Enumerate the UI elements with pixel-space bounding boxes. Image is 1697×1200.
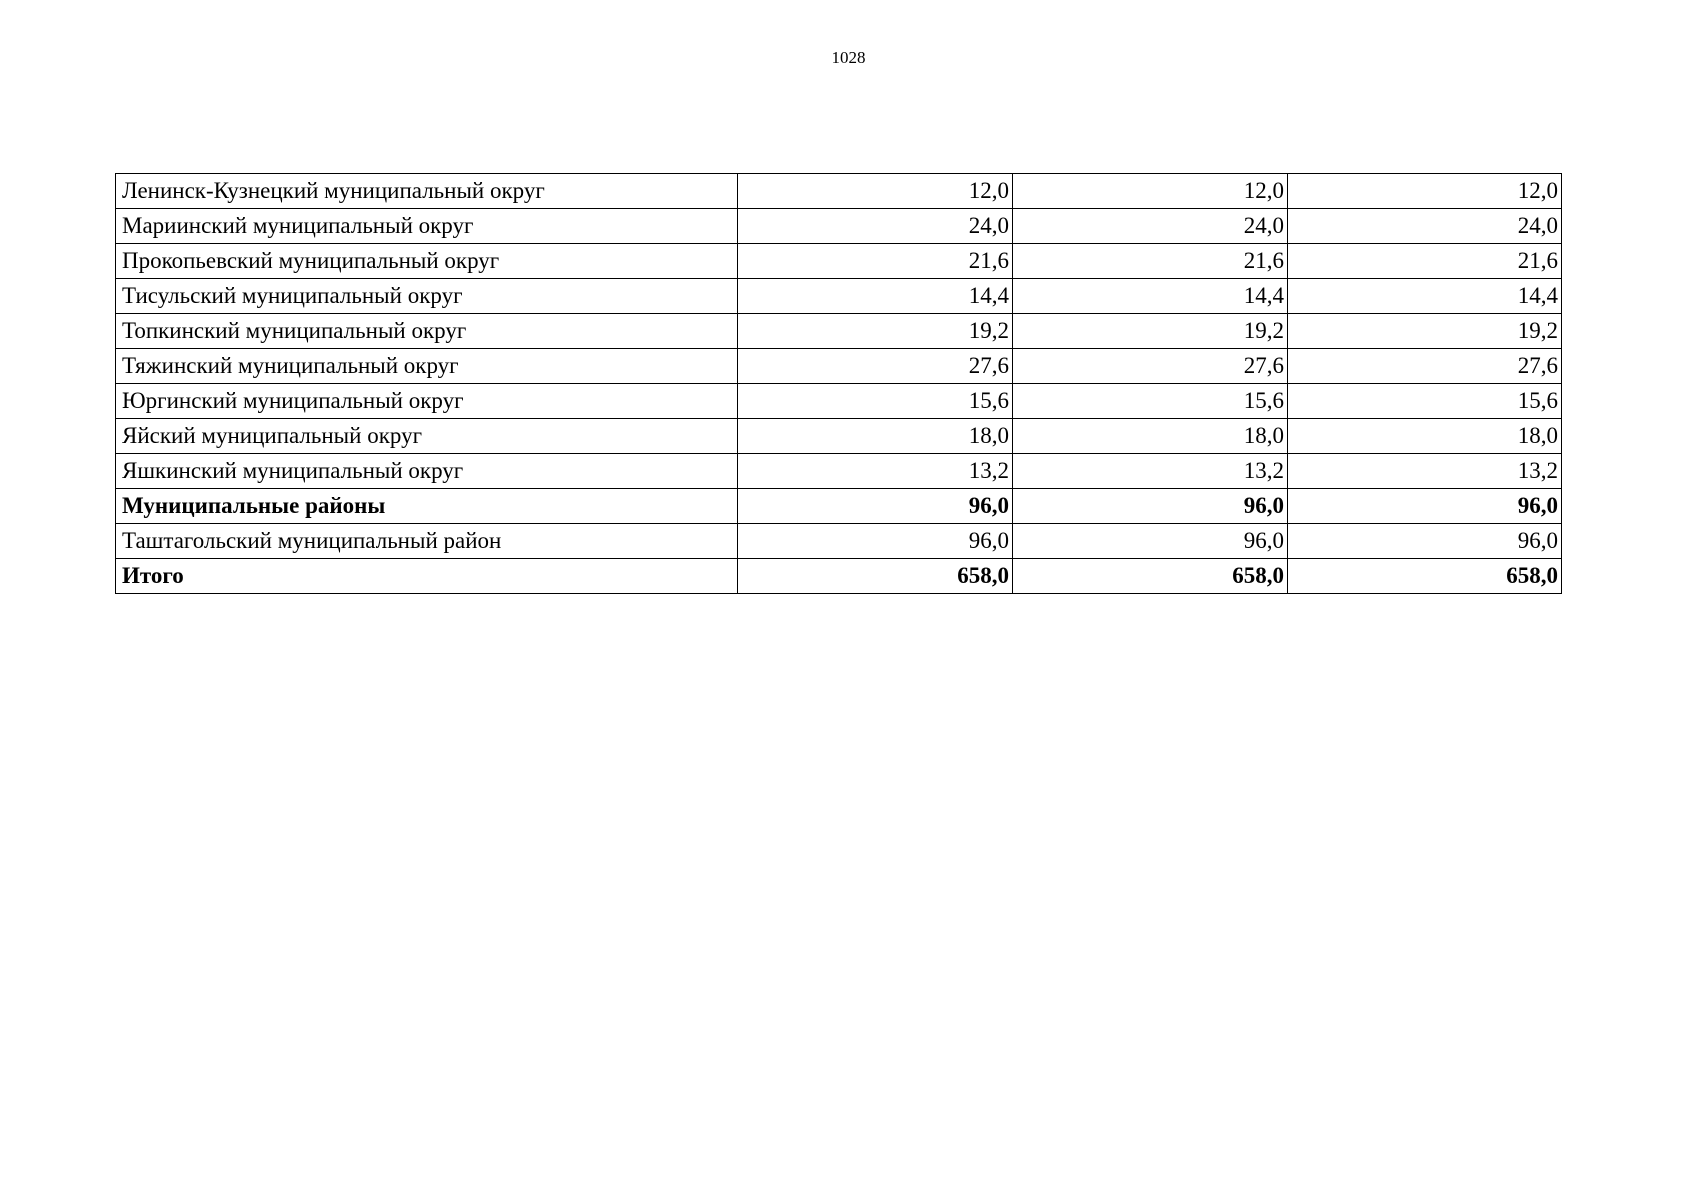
row-value-col2: 12,0 <box>1013 174 1288 209</box>
row-value-col1: 24,0 <box>738 209 1013 244</box>
row-value-col2: 18,0 <box>1013 419 1288 454</box>
row-value-col3: 13,2 <box>1288 454 1562 489</box>
total-row <box>116 559 1562 594</box>
row-value-col1: 21,6 <box>738 244 1013 279</box>
row-name: Таштагольский муниципальный район <box>116 524 738 559</box>
row-value-col1: 658,0 <box>738 559 1013 594</box>
row-value-col3: 15,6 <box>1288 384 1562 419</box>
allocation-table <box>115 173 1562 594</box>
table-row <box>116 244 1562 279</box>
row-value-col3: 658,0 <box>1288 559 1562 594</box>
row-value-col2: 96,0 <box>1013 524 1288 559</box>
row-value-col2: 96,0 <box>1013 489 1288 524</box>
row-value-col1: 13,2 <box>738 454 1013 489</box>
row-value-col1: 19,2 <box>738 314 1013 349</box>
row-value-col3: 27,6 <box>1288 349 1562 384</box>
row-value-col2: 15,6 <box>1013 384 1288 419</box>
row-value-col2: 24,0 <box>1013 209 1288 244</box>
row-value-col2: 27,6 <box>1013 349 1288 384</box>
row-value-col1: 15,6 <box>738 384 1013 419</box>
row-value-col3: 12,0 <box>1288 174 1562 209</box>
row-value-col1: 27,6 <box>738 349 1013 384</box>
table-row <box>116 174 1562 209</box>
table-row <box>116 349 1562 384</box>
table-row <box>116 454 1562 489</box>
row-value-col2: 13,2 <box>1013 454 1288 489</box>
row-name: Тяжинский муниципальный округ <box>116 349 738 384</box>
table-row <box>116 419 1562 454</box>
row-name: Муниципальные районы <box>116 489 738 524</box>
row-value-col1: 14,4 <box>738 279 1013 314</box>
table-row <box>116 524 1562 559</box>
table-row <box>116 209 1562 244</box>
subtotal-row <box>116 489 1562 524</box>
row-value-col2: 658,0 <box>1013 559 1288 594</box>
row-value-col1: 18,0 <box>738 419 1013 454</box>
row-name: Юргинский муниципальный округ <box>116 384 738 419</box>
row-value-col1: 96,0 <box>738 524 1013 559</box>
row-value-col2: 19,2 <box>1013 314 1288 349</box>
row-value-col2: 21,6 <box>1013 244 1288 279</box>
row-name: Яйский муниципальный округ <box>116 419 738 454</box>
table-row <box>116 314 1562 349</box>
row-name: Итого <box>116 559 738 594</box>
row-name: Ленинск-Кузнецкий муниципальный округ <box>116 174 738 209</box>
page-number: 1028 <box>831 48 866 67</box>
row-value-col3: 24,0 <box>1288 209 1562 244</box>
row-value-col1: 12,0 <box>738 174 1013 209</box>
row-name: Прокопьевский муниципальный округ <box>116 244 738 279</box>
table-row <box>116 384 1562 419</box>
row-value-col3: 19,2 <box>1288 314 1562 349</box>
row-name: Мариинский муниципальный округ <box>116 209 738 244</box>
row-value-col3: 18,0 <box>1288 419 1562 454</box>
table-row <box>116 279 1562 314</box>
row-value-col3: 96,0 <box>1288 524 1562 559</box>
row-value-col3: 21,6 <box>1288 244 1562 279</box>
row-value-col1: 96,0 <box>738 489 1013 524</box>
row-value-col2: 14,4 <box>1013 279 1288 314</box>
row-name: Топкинский муниципальный округ <box>116 314 738 349</box>
row-name: Яшкинский муниципальный округ <box>116 454 738 489</box>
row-value-col3: 14,4 <box>1288 279 1562 314</box>
row-value-col3: 96,0 <box>1288 489 1562 524</box>
row-name: Тисульский муниципальный округ <box>116 279 738 314</box>
